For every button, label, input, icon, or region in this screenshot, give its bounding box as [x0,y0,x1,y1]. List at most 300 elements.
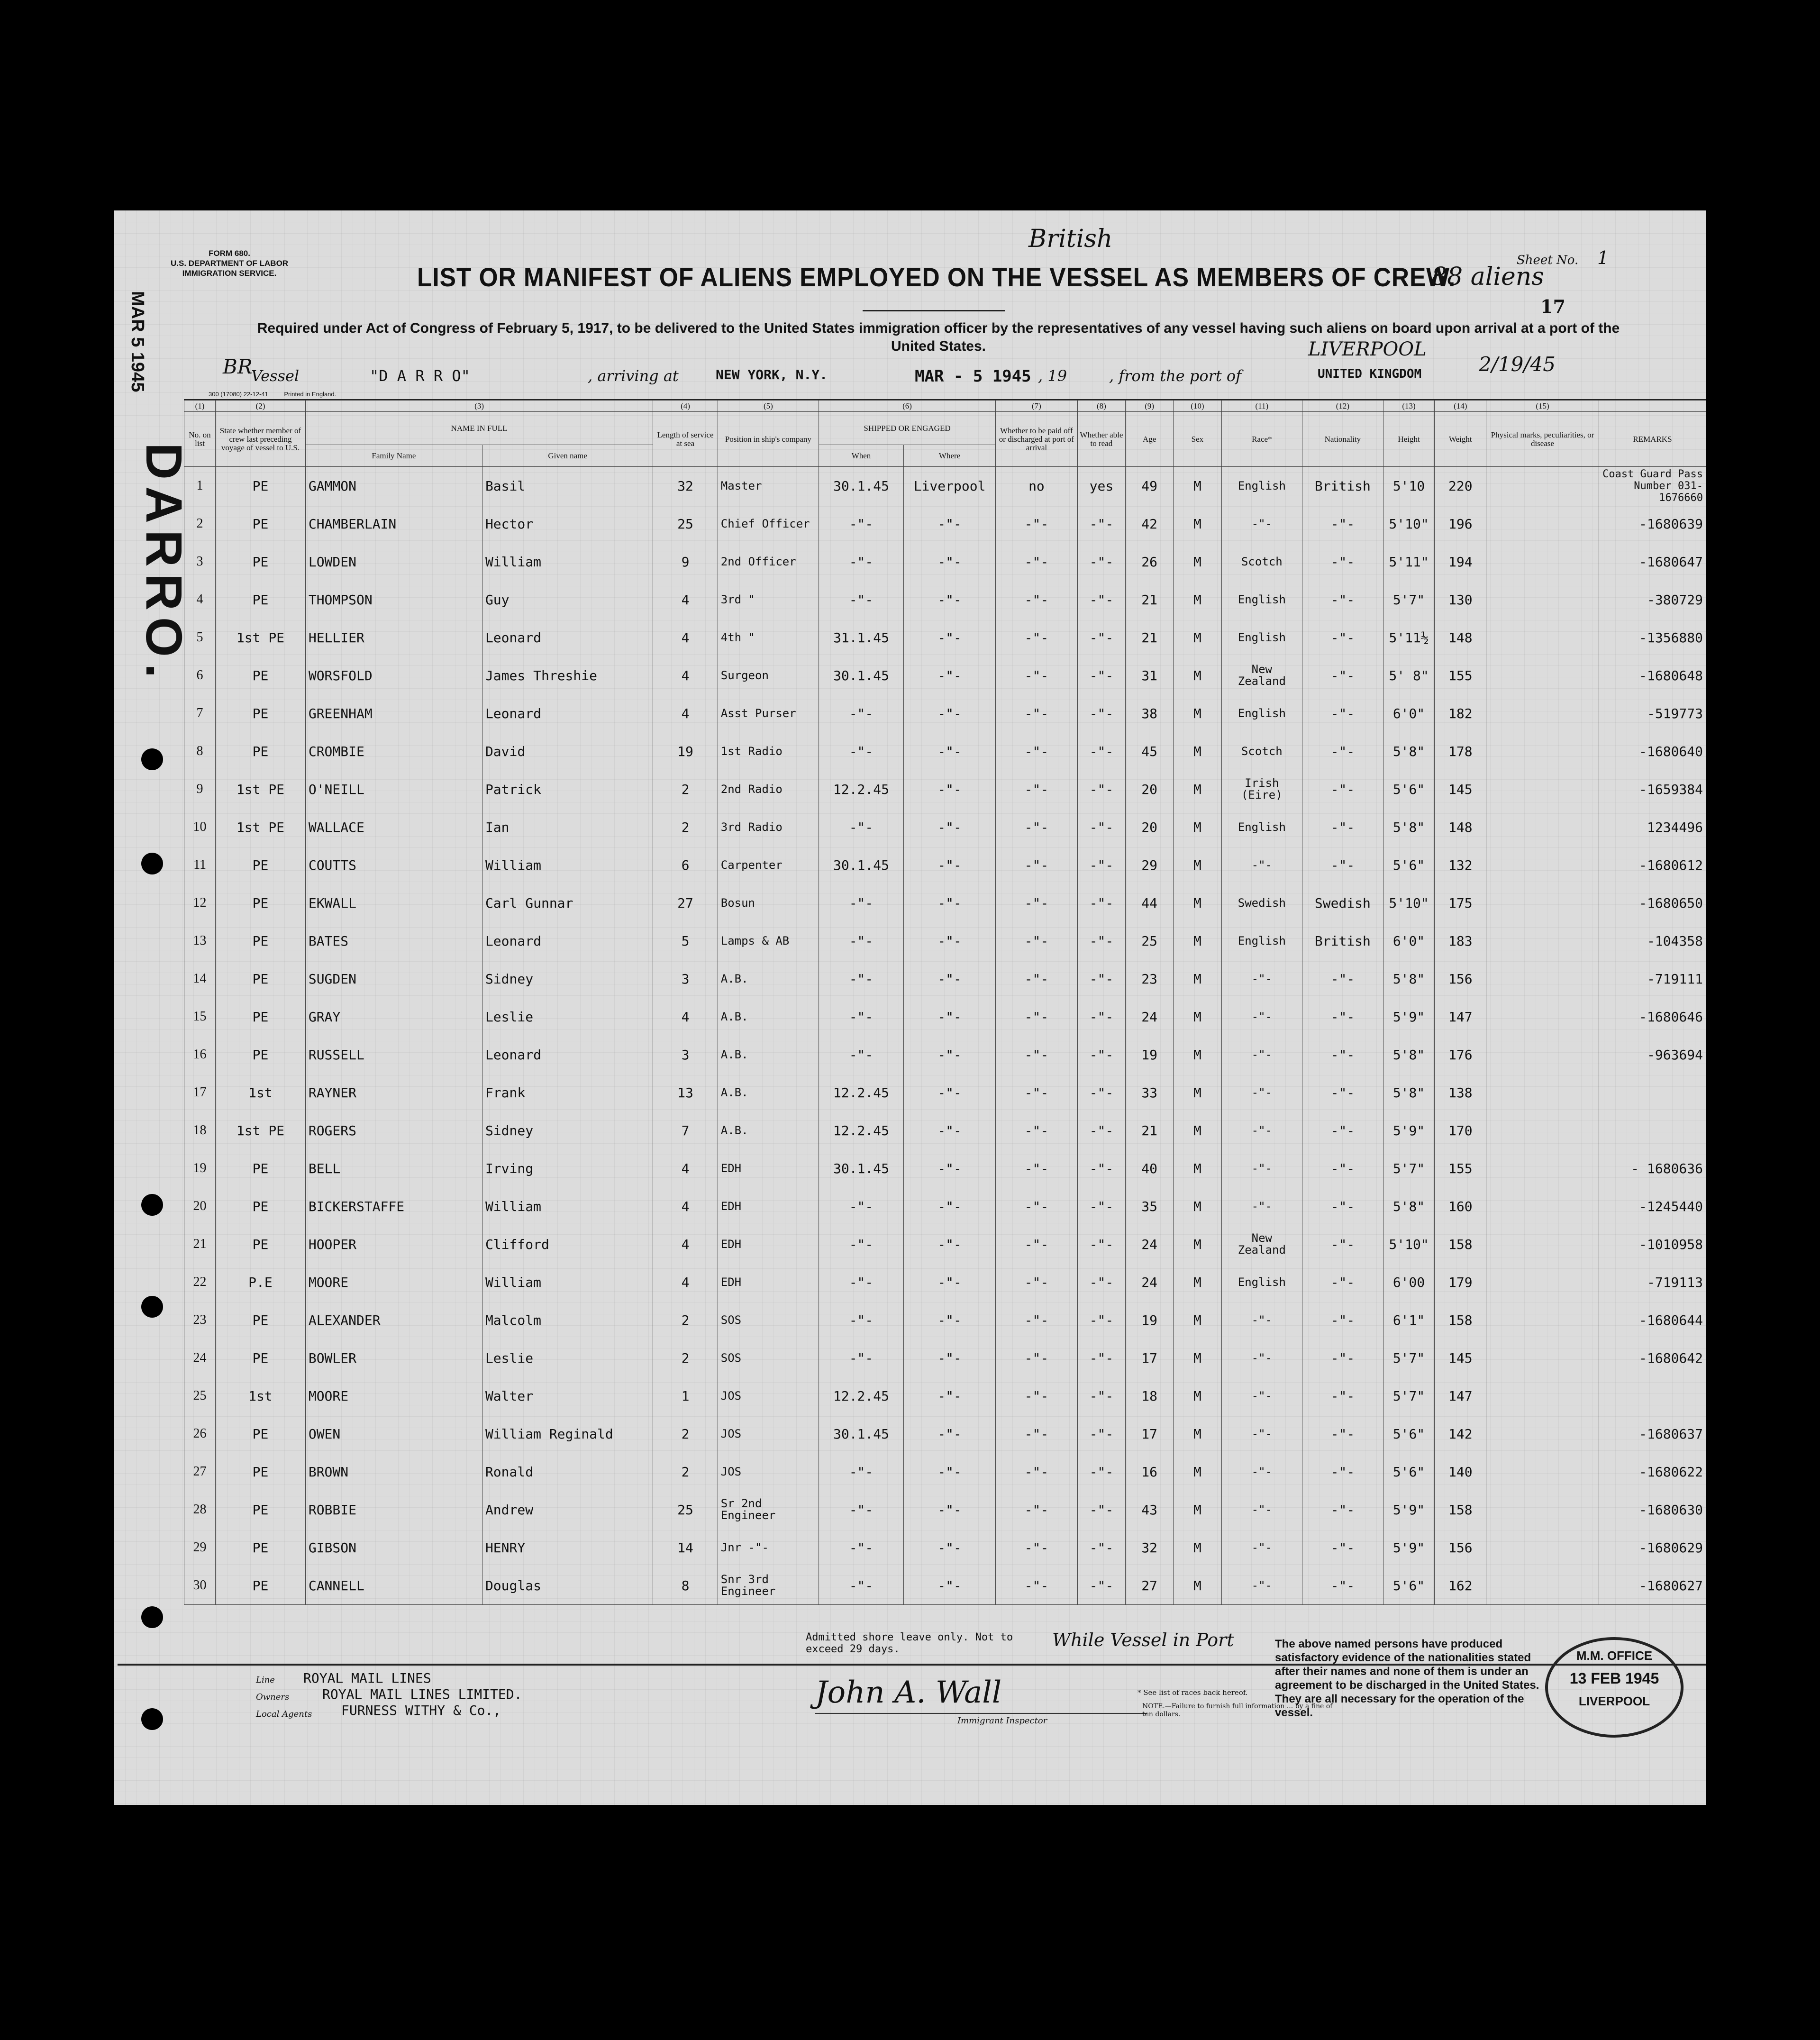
row-remarks: 1234496 [1599,808,1706,846]
col-num-10: (10) [1174,401,1221,412]
row-remarks [1599,1377,1706,1415]
agents-label: Local Agents [256,1709,312,1719]
punch-hole [141,1296,163,1318]
row-status: PE [216,1529,306,1566]
row-age: 33 [1126,1074,1174,1111]
punch-hole [141,748,163,770]
row-able-to-read: -"- [1077,656,1125,694]
row-length-of-service: 6 [653,846,718,884]
row-age: 31 [1126,656,1174,694]
row-status: PE [216,732,306,770]
row-nationality: -"- [1302,656,1383,694]
table-row [184,1187,1706,1225]
row-nationality: -"- [1302,1415,1383,1453]
row-length-of-service: 2 [653,1339,718,1377]
table-row [184,884,1706,922]
row-family-name: LOWDEN [305,543,482,581]
row-remarks: -1680630 [1599,1491,1706,1529]
row-number: 7 [184,694,216,732]
col-num-15: (15) [1486,401,1599,412]
row-given-name: Leonard [482,694,653,732]
row-race: -"- [1221,505,1302,543]
row-status: PE [216,922,306,960]
row-position: EDH [718,1225,819,1263]
row-race: -"- [1221,1149,1302,1187]
table-row [184,1263,1706,1301]
row-remarks: -1680646 [1599,998,1706,1036]
row-shipped-when: 30.1.45 [819,1415,903,1453]
row-height: 5'6" [1383,1566,1435,1605]
row-shipped-when: -"- [819,1263,903,1301]
row-shipped-where: -"- [904,1111,996,1149]
row-nationality: -"- [1302,505,1383,543]
row-able-to-read: -"- [1077,1415,1125,1453]
table-row [184,808,1706,846]
header-physical-marks: Physical marks, peculiarities, or disease [1486,412,1599,467]
row-shipped-when: -"- [819,1491,903,1529]
row-given-name: Frank [482,1074,653,1111]
row-shipped-when: 31.1.45 [819,619,903,656]
row-number: 10 [184,808,216,846]
header-when: When [819,445,903,467]
row-shipped-where: -"- [904,505,996,543]
row-given-name: William [482,1187,653,1225]
row-able-to-read: -"- [1077,1529,1125,1566]
row-length-of-service: 32 [653,467,718,505]
row-sex: M [1174,1111,1221,1149]
row-paid-off: -"- [996,1377,1078,1415]
table-row [184,1529,1706,1566]
row-given-name: William [482,543,653,581]
row-physical-marks [1486,1453,1599,1491]
row-shipped-where: -"- [904,998,996,1036]
row-physical-marks [1486,1377,1599,1415]
row-paid-off: -"- [996,998,1078,1036]
table-row [184,960,1706,998]
title-vessel-word: VESSEL [1049,262,1148,292]
row-able-to-read: -"- [1077,1187,1125,1225]
departure-country: UNITED KINGDOM [1318,367,1422,381]
col-num-remarks-spacer [1599,401,1706,412]
table-row [184,1566,1706,1605]
row-position: JOS [718,1415,819,1453]
punch-hole [141,1708,163,1730]
row-number: 9 [184,770,216,808]
row-position: Chief Officer [718,505,819,543]
table-row [184,922,1706,960]
row-family-name: GIBSON [305,1529,482,1566]
row-paid-off: -"- [996,1453,1078,1491]
col-num-5: (5) [718,401,819,412]
form-number: FORM 680. [209,249,250,258]
row-status: PE [216,467,306,505]
row-shipped-when: -"- [819,1036,903,1074]
row-status: PE [216,884,306,922]
row-length-of-service: 4 [653,656,718,694]
row-shipped-when: -"- [819,1225,903,1263]
row-status: PE [216,656,306,694]
row-height: 6'0" [1383,694,1435,732]
row-remarks [1599,1111,1706,1149]
row-length-of-service: 2 [653,808,718,846]
row-given-name: Douglas [482,1566,653,1605]
row-length-of-service: 5 [653,922,718,960]
row-nationality: -"- [1302,732,1383,770]
date-note: 2/19/45 [1479,353,1556,376]
row-height: 6'0" [1383,922,1435,960]
row-weight: 170 [1435,1111,1486,1149]
row-height: 5'7" [1383,1339,1435,1377]
row-paid-off: -"- [996,922,1078,960]
row-sex: M [1174,1377,1221,1415]
row-status: PE [216,1036,306,1074]
row-race: Scotch [1221,732,1302,770]
row-age: 19 [1126,1301,1174,1339]
row-sex: M [1174,694,1221,732]
row-able-to-read: -"- [1077,732,1125,770]
row-physical-marks [1486,505,1599,543]
signature-line [815,1713,1147,1714]
handwritten-alien-count: 88 aliens [1431,263,1544,291]
from-port-label: , from the port of [1109,367,1242,385]
row-shipped-when: -"- [819,808,903,846]
row-sex: M [1174,1491,1221,1529]
row-nationality: -"- [1302,1111,1383,1149]
row-position: 1st Radio [718,732,819,770]
row-race: -"- [1221,1187,1302,1225]
row-length-of-service: 14 [653,1529,718,1566]
header-paid-off: Whether to be paid off or discharged at port of arrival [996,412,1078,467]
row-able-to-read: -"- [1077,505,1125,543]
table-row [184,543,1706,581]
row-nationality: -"- [1302,808,1383,846]
row-family-name: HELLIER [305,619,482,656]
row-shipped-where: -"- [904,1301,996,1339]
table-row [184,1111,1706,1149]
row-sex: M [1174,884,1221,922]
row-family-name: BROWN [305,1453,482,1491]
row-shipped-when: 12.2.45 [819,1377,903,1415]
row-remarks: -1680612 [1599,846,1706,884]
row-number: 2 [184,505,216,543]
row-number: 5 [184,619,216,656]
row-able-to-read: -"- [1077,1149,1125,1187]
row-given-name: Sidney [482,1111,653,1149]
row-given-name: Andrew [482,1491,653,1529]
row-status: 1st PE [216,619,306,656]
row-age: 42 [1126,505,1174,543]
inspector-signature: John A. Wall [815,1675,1002,1710]
row-remarks: -1659384 [1599,770,1706,808]
row-remarks: -719111 [1599,960,1706,998]
row-weight: 155 [1435,656,1486,694]
table-row [184,467,1706,505]
row-weight: 130 [1435,581,1486,619]
row-number: 17 [184,1074,216,1111]
row-number: 16 [184,1036,216,1074]
row-position: 3rd " [718,581,819,619]
row-remarks: -1680637 [1599,1415,1706,1453]
row-number: 20 [184,1187,216,1225]
row-height: 5'6" [1383,1453,1435,1491]
table-row [184,732,1706,770]
row-physical-marks [1486,1074,1599,1111]
table-row [184,1149,1706,1187]
row-shipped-where: -"- [904,1225,996,1263]
line-label: Line [256,1675,275,1685]
row-weight: 145 [1435,1339,1486,1377]
row-shipped-where: -"- [904,1339,996,1377]
row-status: PE [216,581,306,619]
row-shipped-where: -"- [904,1036,996,1074]
row-able-to-read: -"- [1077,619,1125,656]
shore-leave-note: Admitted shore leave only. Not to exceed 29 days. [806,1631,1013,1655]
row-paid-off: -"- [996,543,1078,581]
sheet-number: 1 [1597,247,1609,268]
row-race: Scotch [1221,543,1302,581]
row-physical-marks [1486,656,1599,694]
agents-value: FURNESS WITHY & Co., [341,1703,501,1718]
row-given-name: Malcolm [482,1301,653,1339]
row-age: 23 [1126,960,1174,998]
row-age: 17 [1126,1415,1174,1453]
row-status: PE [216,998,306,1036]
row-race: Swedish [1221,884,1302,922]
table-row [184,1339,1706,1377]
row-able-to-read: -"- [1077,1377,1125,1415]
row-shipped-where: -"- [904,1263,996,1301]
row-age: 25 [1126,922,1174,960]
row-given-name: Walter [482,1377,653,1415]
row-physical-marks [1486,1263,1599,1301]
table-row [184,1074,1706,1111]
header-length-of-service: Length of service at sea [653,412,718,467]
row-race: New Zealand [1221,1225,1302,1263]
row-given-name: Leonard [482,619,653,656]
row-length-of-service: 25 [653,505,718,543]
row-physical-marks [1486,1111,1599,1149]
row-family-name: WALLACE [305,808,482,846]
row-shipped-where: -"- [904,1566,996,1605]
col-num-4: (4) [653,401,718,412]
row-paid-off: no [996,467,1078,505]
row-shipped-when: -"- [819,960,903,998]
races-note: * See list of races back hereof. [1138,1688,1248,1697]
manifest-page [114,210,1706,1805]
row-family-name: BATES [305,922,482,960]
row-nationality: -"- [1302,694,1383,732]
row-weight: 155 [1435,1149,1486,1187]
row-able-to-read: -"- [1077,1225,1125,1263]
row-nationality: -"- [1302,1529,1383,1566]
row-physical-marks [1486,1225,1599,1263]
owners-label: Owners [256,1692,290,1702]
header-no-on-list: No. on list [184,412,216,467]
row-height: 6'1" [1383,1301,1435,1339]
table-row [184,1453,1706,1491]
row-paid-off: -"- [996,732,1078,770]
row-sex: M [1174,846,1221,884]
row-weight: 156 [1435,1529,1486,1566]
row-weight: 196 [1435,505,1486,543]
header-race: Race* [1221,412,1302,467]
row-sex: M [1174,1529,1221,1566]
row-physical-marks [1486,846,1599,884]
row-weight: 140 [1435,1453,1486,1491]
row-able-to-read: -"- [1077,770,1125,808]
row-race: -"- [1221,1415,1302,1453]
row-given-name: Irving [482,1149,653,1187]
row-shipped-where: -"- [904,581,996,619]
row-age: 26 [1126,543,1174,581]
row-weight: 158 [1435,1491,1486,1529]
header-remarks: REMARKS [1599,412,1706,467]
row-age: 45 [1126,732,1174,770]
row-position: Surgeon [718,656,819,694]
row-length-of-service: 4 [653,1187,718,1225]
row-physical-marks [1486,922,1599,960]
stamp-date: 13 FEB 1945 [1569,1670,1659,1687]
row-position: 2nd Radio [718,770,819,808]
row-remarks: -1680627 [1599,1566,1706,1605]
col-num-2: (2) [216,401,306,412]
sheet-label: Sheet No. [1517,253,1579,267]
row-shipped-where: -"- [904,543,996,581]
punch-hole [141,1606,163,1628]
row-height: 5'7" [1383,1377,1435,1415]
row-status: PE [216,1225,306,1263]
row-length-of-service: 4 [653,998,718,1036]
row-status: PE [216,1415,306,1453]
table-row [184,656,1706,694]
row-position: EDH [718,1263,819,1301]
row-nationality: -"- [1302,1377,1383,1415]
arrival-port: NEW YORK, N.Y. [716,367,828,382]
row-family-name: WORSFOLD [305,656,482,694]
row-paid-off: -"- [996,1263,1078,1301]
stamp-city: LIVERPOOL [1578,1694,1650,1708]
row-age: 21 [1126,619,1174,656]
row-given-name: Carl Gunnar [482,884,653,922]
liverpool-office-stamp [1545,1637,1684,1738]
row-sex: M [1174,1453,1221,1491]
row-physical-marks [1486,770,1599,808]
row-age: 40 [1126,1149,1174,1187]
row-given-name: Clifford [482,1225,653,1263]
row-nationality: -"- [1302,581,1383,619]
table-row [184,770,1706,808]
row-shipped-when: -"- [819,1529,903,1566]
row-length-of-service: 2 [653,770,718,808]
title-rule [863,310,1005,311]
row-number: 13 [184,922,216,960]
row-weight: 147 [1435,1377,1486,1415]
punch-hole [141,1194,163,1216]
row-status: PE [216,1187,306,1225]
row-nationality: -"- [1302,1339,1383,1377]
row-remarks: -1680650 [1599,884,1706,922]
row-given-name: Guy [482,581,653,619]
row-shipped-where: -"- [904,960,996,998]
row-weight: 179 [1435,1263,1486,1301]
row-family-name: GREENHAM [305,694,482,732]
header-nationality: Nationality [1302,412,1383,467]
row-able-to-read: -"- [1077,1491,1125,1529]
col-num-12: (12) [1302,401,1383,412]
row-sex: M [1174,1074,1221,1111]
row-length-of-service: 4 [653,619,718,656]
row-given-name: Ian [482,808,653,846]
row-family-name: ALEXANDER [305,1301,482,1339]
line-value: ROYAL MAIL LINES [303,1670,431,1686]
row-physical-marks [1486,884,1599,922]
row-shipped-where: -"- [904,732,996,770]
row-status: 1st PE [216,770,306,808]
year-label: , 19 [1038,367,1067,385]
row-race: New Zealand [1221,656,1302,694]
row-given-name: Ronald [482,1453,653,1491]
col-num-1: (1) [184,401,216,412]
row-race: -"- [1221,1566,1302,1605]
row-family-name: RUSSELL [305,1036,482,1074]
row-race: English [1221,467,1302,505]
row-given-name: Leslie [482,998,653,1036]
row-nationality: -"- [1302,1149,1383,1187]
row-age: 49 [1126,467,1174,505]
row-nationality: -"- [1302,960,1383,998]
inspector-title: Immigrant Inspector [957,1716,1047,1726]
row-able-to-read: -"- [1077,998,1125,1036]
row-length-of-service: 4 [653,694,718,732]
header-given-name: Given name [482,445,653,467]
row-paid-off: -"- [996,656,1078,694]
row-position: A.B. [718,1074,819,1111]
row-paid-off: -"- [996,1149,1078,1187]
row-shipped-when: 30.1.45 [819,846,903,884]
row-able-to-read: -"- [1077,846,1125,884]
row-given-name: William [482,846,653,884]
arrival-date: MAR - 5 1945 [915,367,1031,386]
row-sex: M [1174,619,1221,656]
row-nationality: -"- [1302,1263,1383,1301]
row-number: 26 [184,1415,216,1453]
row-age: 27 [1126,1566,1174,1605]
row-family-name: OWEN [305,1415,482,1453]
row-nationality: -"- [1302,1566,1383,1605]
row-age: 38 [1126,694,1174,732]
row-length-of-service: 4 [653,1263,718,1301]
row-able-to-read: -"- [1077,1339,1125,1377]
col-num-6: (6) [819,401,995,412]
side-vessel-label: DARRO. [136,443,193,684]
row-weight: 182 [1435,694,1486,732]
header-where: Where [904,445,996,467]
row-shipped-where: -"- [904,656,996,694]
row-age: 24 [1126,998,1174,1036]
row-nationality: -"- [1302,1453,1383,1491]
row-length-of-service: 25 [653,1491,718,1529]
row-paid-off: -"- [996,1566,1078,1605]
row-weight: 132 [1435,846,1486,884]
row-height: 5'11½ [1383,619,1435,656]
row-position: EDH [718,1187,819,1225]
table-row [184,1415,1706,1453]
flag-note: BR [223,355,253,378]
row-nationality: -"- [1302,998,1383,1036]
row-sex: M [1174,1036,1221,1074]
row-sex: M [1174,543,1221,581]
row-shipped-when: -"- [819,694,903,732]
